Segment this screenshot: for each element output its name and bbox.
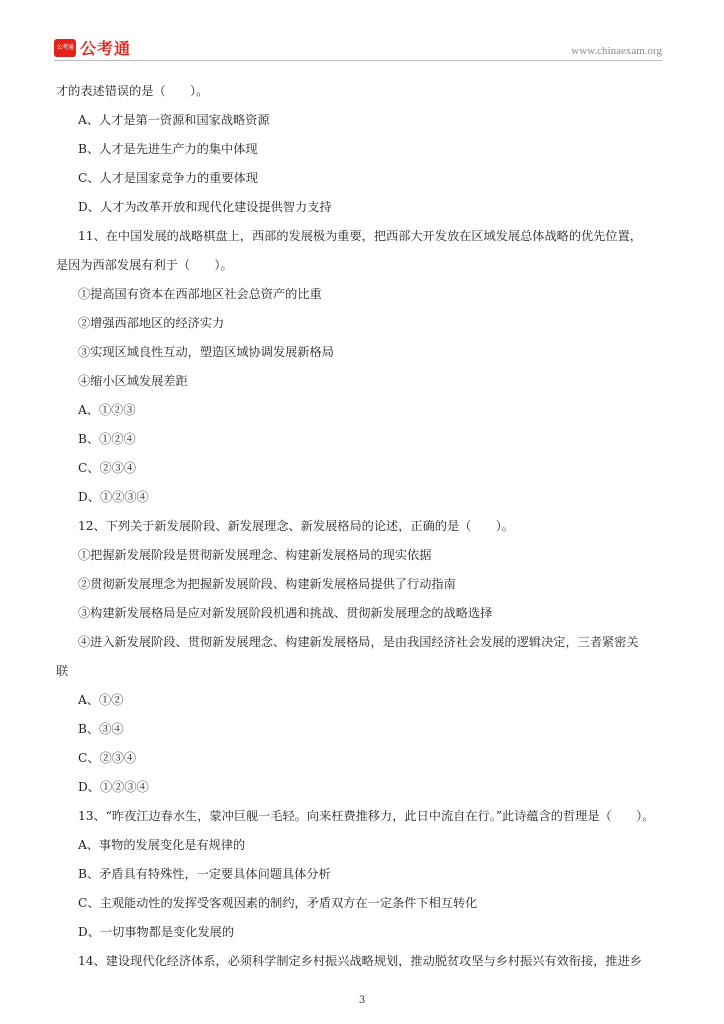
brand-logo — [54, 36, 131, 59]
text-line: ①提高国有资本在西部地区社会总资产的比重 — [78, 287, 322, 301]
page-number: 3 — [358, 995, 366, 1006]
text-line: 是因为西部发展有利于（ ）。 — [56, 258, 233, 272]
page-header — [0, 0, 724, 66]
text-line: A、①②③ — [78, 403, 136, 417]
text-line: B、矛盾具有特殊性，一定要具体问题具体分析 — [78, 867, 331, 881]
text-line: C、主观能动性的发挥受客观因素的制约，矛盾双方在一定条件下相互转化 — [78, 896, 478, 910]
logo-text: 公考通 — [80, 39, 132, 58]
text-line: B、人才是先进生产力的集中体现 — [78, 142, 258, 156]
text-line: ③构建新发展格局是应对新发展阶段机遇和挑战、贯彻新发展理念的战略选择 — [78, 606, 493, 620]
text-line: D、一切事物都是变化发展的 — [78, 925, 235, 939]
text-line: ②增强西部地区的经济实力 — [78, 316, 225, 330]
header-divider — [54, 60, 662, 61]
text-line: D、人才为改革开放和现代化建设提供智力支持 — [78, 200, 332, 214]
text-line: B、③④ — [78, 722, 124, 736]
text-line: ④缩小区域发展差距 — [78, 374, 188, 388]
document-body — [56, 77, 668, 976]
text-line: 12、下列关于新发展阶段、新发展理念、新发展格局的论述，正确的是（ ）。 — [78, 519, 514, 533]
text-line: D、①②③④ — [78, 490, 149, 504]
text-line: C、②③④ — [78, 751, 137, 765]
text-line: C、②③④ — [78, 461, 137, 475]
text-line: B、①②④ — [78, 432, 136, 446]
text-line: ③实现区域良性互动，塑造区域协调发展新格局 — [78, 345, 334, 359]
text-line: C、人才是国家竞争力的重要体现 — [78, 171, 258, 185]
text-line: 11、在中国发展的战略棋盘上，西部的发展极为重要，把西部大开发放在区域发展总体战略的优先位置， — [78, 229, 642, 243]
site-url: www.chinaexam.org — [571, 45, 662, 57]
text-line: A、人才是第一资源和国家战略资源 — [78, 113, 270, 127]
text-line: ④进入新发展阶段、贯彻新发展理念、构建新发展格局，是由我国经济社会发展的逻辑决定，三者紧密关 — [78, 635, 639, 649]
text-line: 13、“昨夜江边春水生，蒙冲巨舰一毛轻。向来枉费推移力，此日中流自在行。”此诗蕴含的哲理是（ ）。 — [78, 809, 655, 823]
text-line: A、①② — [78, 693, 124, 707]
text-line: A、事物的发展变化是有规律的 — [78, 838, 246, 852]
text-line: 才的表述错误的是（ ）。 — [56, 84, 209, 98]
text-line: 14、建设现代化经济体系，必须科学制定乡村振兴战略规划，推动脱贫攻坚与乡村振兴有效衔接，推进乡 — [78, 954, 642, 968]
text-line: 联 — [56, 664, 69, 678]
logo-badge-icon: 公考通 — [54, 39, 76, 57]
text-line: ①把握新发展阶段是贯彻新发展理念、构建新发展格局的现实依据 — [78, 548, 432, 562]
text-line: ②贯彻新发展理念为把握新发展阶段、构建新发展格局提供了行动指南 — [78, 577, 456, 591]
text-line: D、①②③④ — [78, 780, 149, 794]
